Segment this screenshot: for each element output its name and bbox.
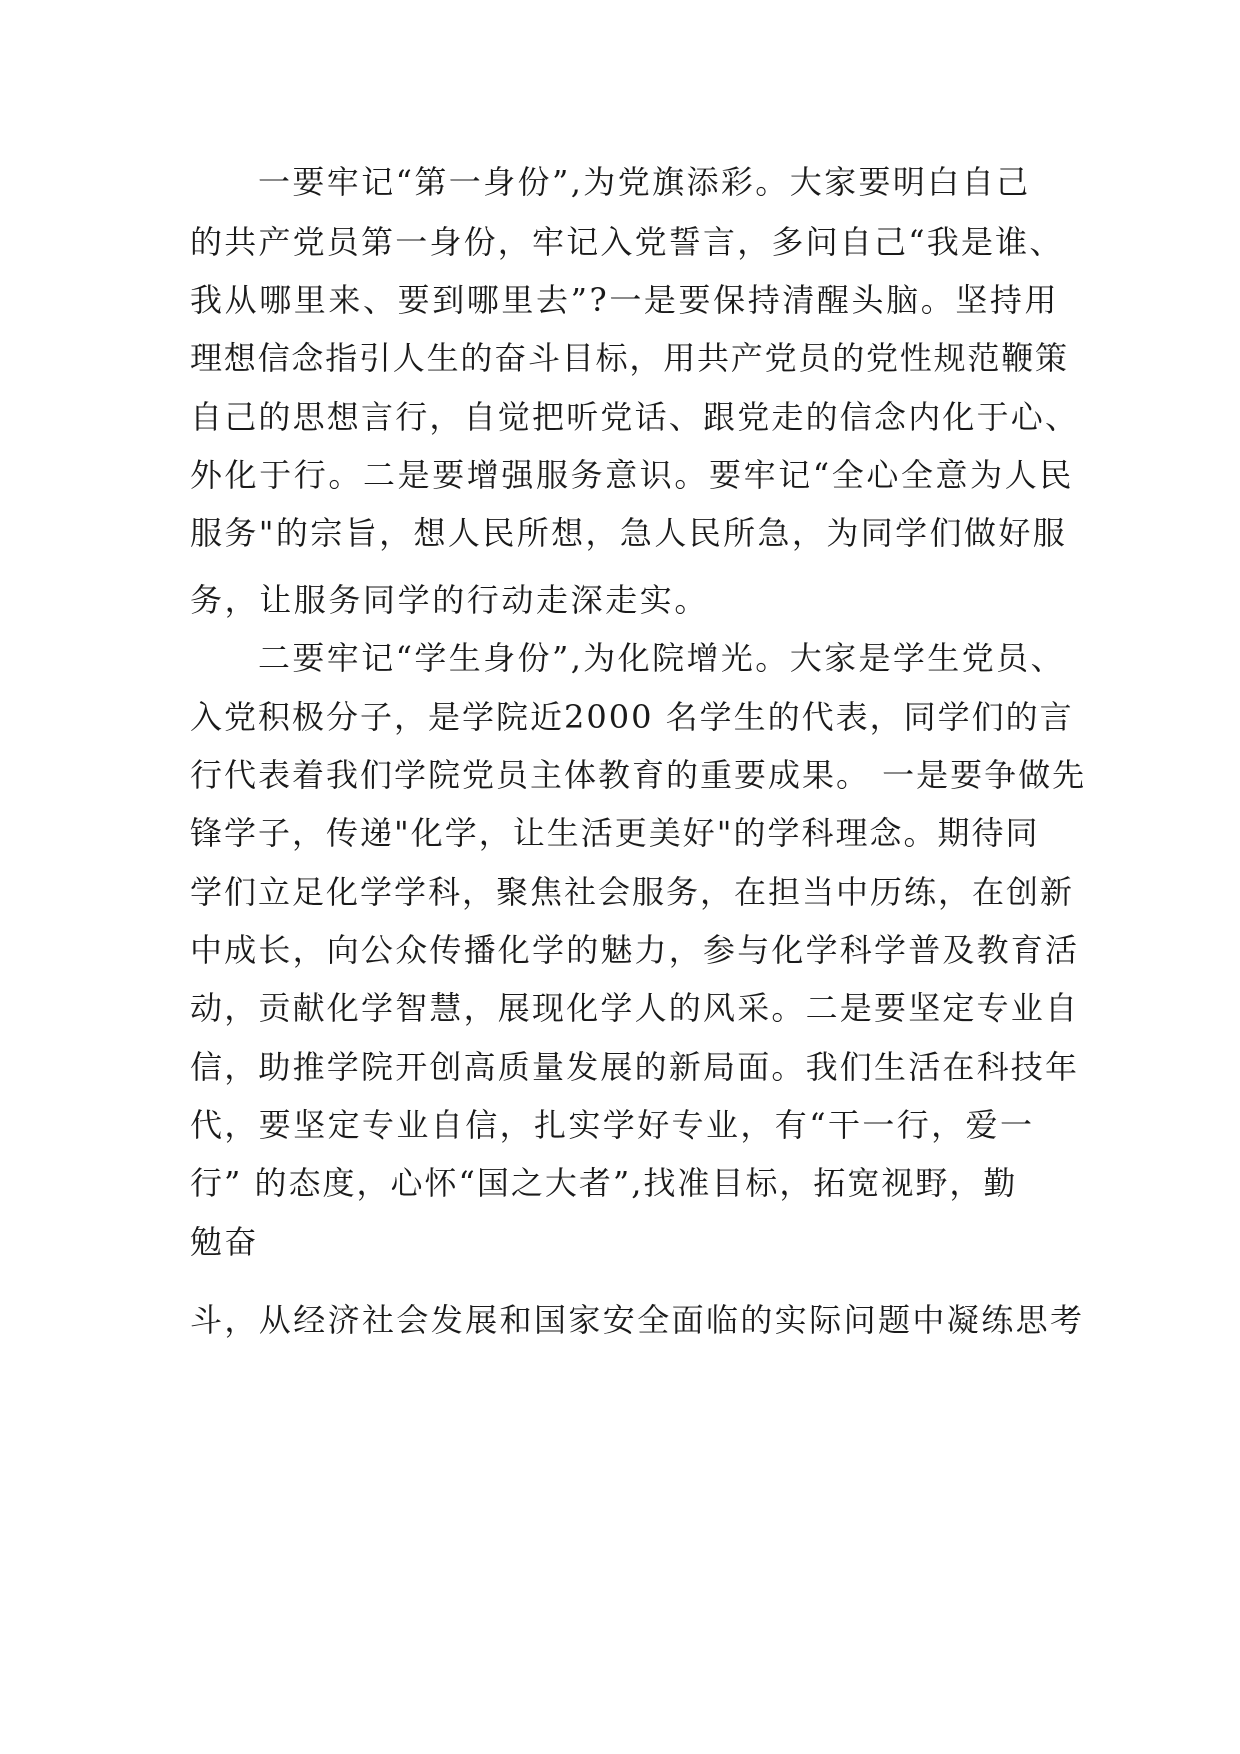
paragraph-2-line-11: 勉奋 bbox=[190, 1223, 259, 1261]
paragraph-2-line-5: 学们立足化学学科，聚焦社会服务，在担当中历练，在创新 bbox=[190, 873, 1075, 911]
paragraph-1-line-1: 一要牢记“第一身份”,为党旗添彩。大家要明白自己 bbox=[258, 163, 1031, 201]
paragraph-2-line-10: 行” 的态度，心怀“国之大者”,找准目标，拓宽视野，勤 bbox=[190, 1164, 1018, 1202]
paragraph-1-line-8: 务，让服务同学的行动走深走实。 bbox=[190, 581, 710, 619]
paragraph-2-line-9: 代，要坚定专业自信，扎实学好专业，有“干一行，爱一 bbox=[190, 1106, 1035, 1144]
paragraph-1-line-5: 自己的思想言行，自觉把听党话、跟党走的信念内化于心、 bbox=[190, 398, 1080, 436]
paragraph-2-line-6: 中成长，向公众传播化学的魅力，参与化学科学普及教育活 bbox=[190, 931, 1080, 969]
paragraph-2-line-2: 入党积极分子，是学院近2000 名学生的代表，同学们的言 bbox=[190, 698, 1074, 736]
paragraph-2-line-4: 锋学子，传递"化学，让生活更美好"的学科理念。期待同 bbox=[190, 814, 1040, 852]
paragraph-2-line-7: 动，贡献化学智慧，展现化学人的风采。二是要坚定专业自 bbox=[190, 989, 1080, 1027]
paragraph-2-line-8: 信，助推学院开创高质量发展的新局面。我们生活在科技年 bbox=[190, 1048, 1080, 1086]
paragraph-1-line-7: 服务"的宗旨，想人民所想，急人民所急，为同学们做好服 bbox=[190, 514, 1068, 552]
paragraph-1-line-3: 我从哪里来、要到哪里去”?一是要保持清醒头脑。坚持用 bbox=[190, 281, 1060, 319]
paragraph-1-line-4: 理想信念指引人生的奋斗目标，用共产党员的党性规范鞭策 bbox=[190, 339, 1069, 377]
paragraph-3-line-1: 斗，从经济社会发展和国家安全面临的实际问题中凝练思考 bbox=[190, 1301, 1085, 1339]
paragraph-2-line-3: 行代表着我们学院党员主体教育的重要成果。 一是要争做先 bbox=[190, 756, 1087, 794]
paragraph-1-line-6: 外化于行。二是要增强服务意识。要牢记“全心全意为人民 bbox=[190, 456, 1074, 494]
paragraph-2-line-1: 二要牢记“学生身份”,为化院增光。大家是学生党员、 bbox=[258, 639, 1065, 677]
paragraph-1-line-2: 的共产党员第一身份，牢记入党誓言，多问自己“我是谁、 bbox=[190, 223, 1064, 261]
